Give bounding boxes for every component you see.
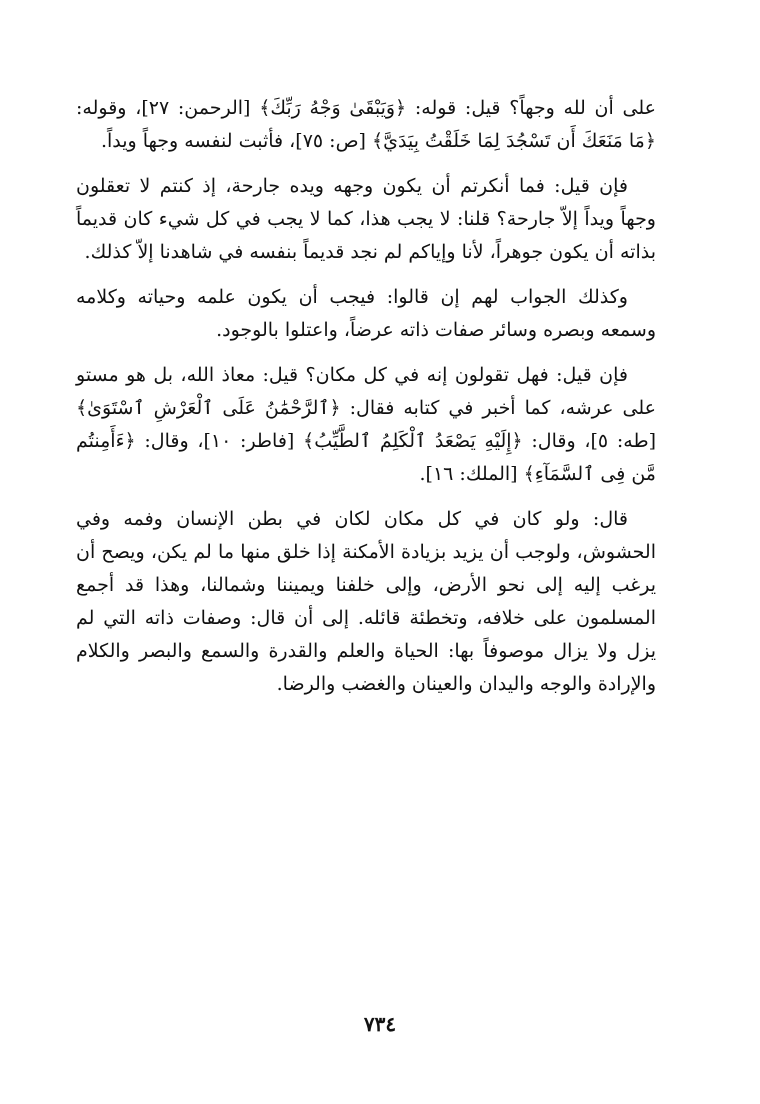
paragraph-4: فإن قيل: فهل تقولون إنه في كل مكان؟ قيل: معاذ الله، بل هو مستو على عرشه، كما أخبر في كتابه فقال: ﴿ٱلرَّحْمَٰنُ عَلَى ٱلْعَرْشِ ٱسْتَوَىٰ﴾ [طه: ٥]، وقال: ﴿إِلَيْهِ يَصْعَدُ ٱلْكَلِمُ ٱلطَّيِّبُ﴾ [فاطر: ١٠]، وقال: ﴿ءَأَمِنتُم مَّن فِى ٱلسَّمَآءِ﴾ [الملك: ١٦]. [76, 364, 656, 485]
paragraph-1: على أن لله وجهاً؟ قيل: قوله: ﴿وَيَبْقَىٰ وَجْهُ رَبِّكَ﴾ [الرحمن: ٢٧]، وقوله: ﴿مَا مَنَعَكَ أَن تَسْجُدَ لِمَا خَلَقْتُ بِيَدَيَّ﴾ [ص: ٧٥]، فأثبت لنفسه وجهاً ويداً. [76, 97, 656, 152]
page-number: ٧٣٤ [363, 1012, 397, 1036]
paragraph-3: وكذلك الجواب لهم إن قالوا: فيجب أن يكون علمه وحياته وكلامه وسمعه وبصره وسائر صفات ذاته عرضاً، واعتلوا بالوجود. [76, 286, 656, 341]
paragraph-2: فإن قيل: فما أنكرتم أن يكون وجهه ويده جارحة، إذ كنتم لا تعقلون وجهاً ويداً إلاّ جارحة؟ قلنا: لا يجب هذا، كما لا يجب في كل شيء كان قديماً بذاته أن يكون جوهراً، لأنا وإياكم لم نجد قديماً بنفسه في شاهدنا إلاّ كذلك. [76, 175, 656, 263]
page-body [76, 92, 656, 713]
paragraph-5: قال: ولو كان في كل مكان لكان في بطن الإنسان وفمه وفي الحشوش، ولوجب أن يزيد بزيادة الأمكنة إذا خلق منها ما لم يكن، ويصح أن يرغب إليه إلى نحو الأرض، وإلى خلفنا ويميننا وشمالنا، وهذا قد أجمع المسلمون على خلافه، وتخطئة قائله. إلى أن قال: وصفات ذاته التي لم يزل ولا يزال موصوفاً بها: الحياة والعلم والقدرة والسمع والبصر والكلام والإرادة والوجه واليدان والعينان والغضب والرضا. [76, 508, 656, 695]
